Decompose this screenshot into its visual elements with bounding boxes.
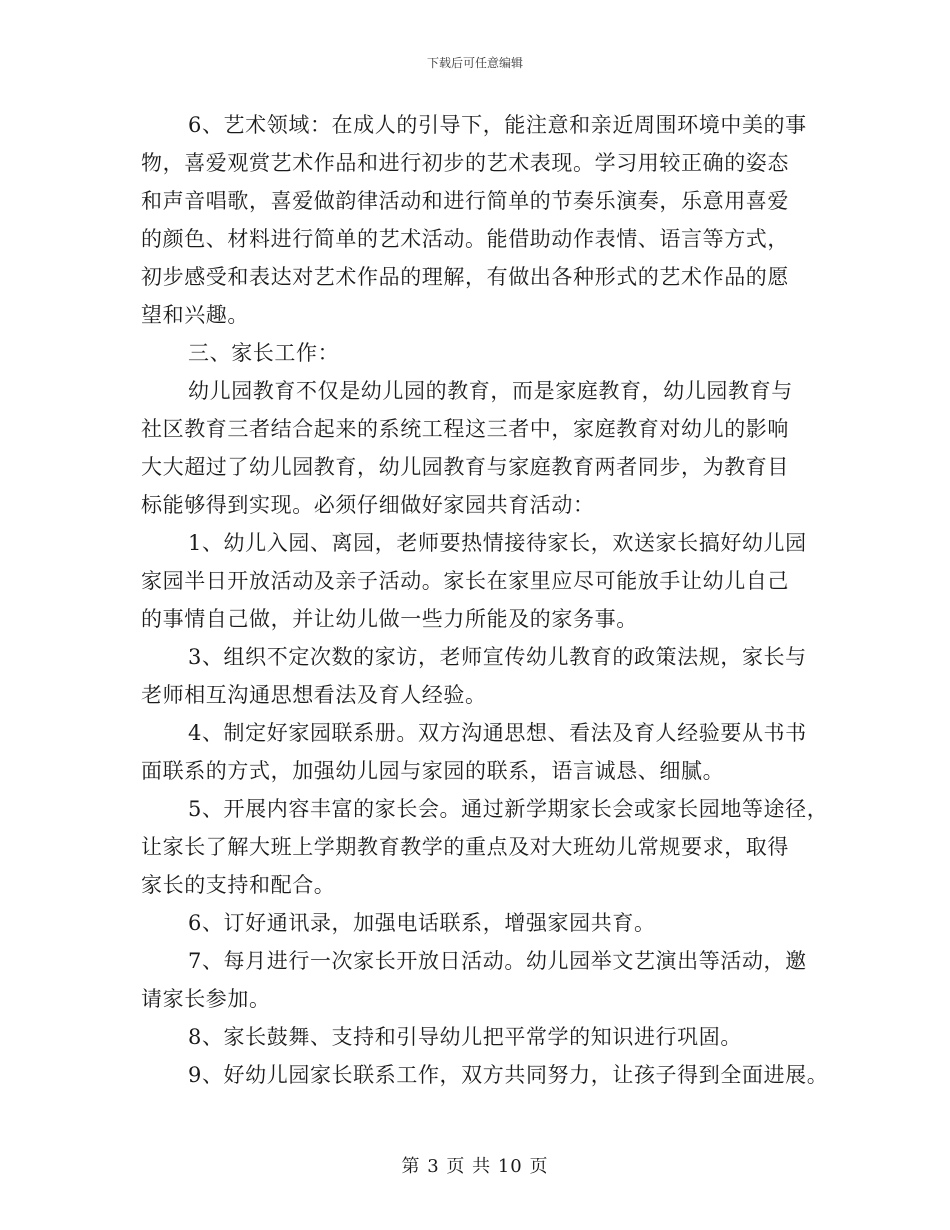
text-line: 3、组织不定次数的家访，老师宣传幼儿教育的政策法规，家长与 (188, 645, 807, 669)
text-line: 物，喜爱观赏艺术作品和进行初步的艺术表现。学习用较正确的姿态 (141, 151, 789, 175)
text-line: 7、每月进行一次家长开放日活动。幼儿园举文艺演出等活动，邀 (188, 949, 807, 973)
text-line: 家长的支持和配合。 (141, 873, 336, 897)
text-line: 大大超过了幼儿园教育，幼儿园教育与家庭教育两者同步，为教育目 (141, 455, 789, 479)
text-line: 的颜色、材料进行简单的艺术活动。能借助动作表情、语言等方式， (141, 227, 789, 251)
text-line: 4、制定好家园联系册。双方沟通思想、看法及育人经验要从书书 (188, 721, 807, 745)
text-line: 让家长了解大班上学期教育教学的重点及对大班幼儿常规要求，取得 (141, 835, 789, 859)
text-line: 8、家长鼓舞、支持和引导幼儿把平常学的知识进行巩固。 (188, 1025, 742, 1049)
text-line: 6、订好通讯录，加强电话联系，增强家园共育。 (188, 911, 656, 935)
text-line: 5、开展内容丰富的家长会。通过新学期家长会或家长园地等途径， (188, 797, 829, 821)
text-line: 社区教育三者结合起来的系统工程这三者中，家庭教育对幼儿的影响 (141, 417, 789, 441)
text-line: 标能够得到实现。必须仔细做好家园共育活动： (141, 493, 595, 517)
text-line: 1、幼儿入园、离园，老师要热情接待家长，欢送家长搞好幼儿园 (188, 531, 807, 555)
text-line: 家园半日开放活动及亲子活动。家长在家里应尽可能放手让幼儿自己 (141, 569, 789, 593)
text-line: 老师相互沟通思想看法及育人经验。 (141, 683, 487, 707)
text-line: 6、艺术领域：在成人的引导下，能注意和亲近周围环境中美的事 (188, 113, 807, 137)
text-line: 和声音唱歌，喜爱做韵律活动和进行简单的节奏乐演奏，乐意用喜爱 (141, 189, 789, 213)
text-line: 请家长参加。 (141, 987, 271, 1011)
text-line: 幼儿园教育不仅是幼儿园的教育，而是家庭教育，幼儿园教育与 (188, 379, 793, 403)
text-line: 面联系的方式，加强幼儿园与家园的联系，语言诚恳、细腻。 (141, 759, 725, 783)
text-line: 的事情自己做，并让幼儿做一些力所能及的家务事。 (141, 607, 638, 631)
text-line: 望和兴趣。 (141, 303, 249, 327)
page-header: 下载后可任意编辑 (426, 56, 523, 70)
text-line: 9、好幼儿园家长联系工作，双方共同努力，让孩子得到全面进展。 (188, 1063, 829, 1087)
text-line: 初步感受和表达对艺术作品的理解，有做出各种形式的艺术作品的愿 (141, 265, 789, 289)
page-number: 第 3 页 共 10 页 (401, 1156, 549, 1177)
section-heading: 三、家长工作： (188, 341, 340, 365)
